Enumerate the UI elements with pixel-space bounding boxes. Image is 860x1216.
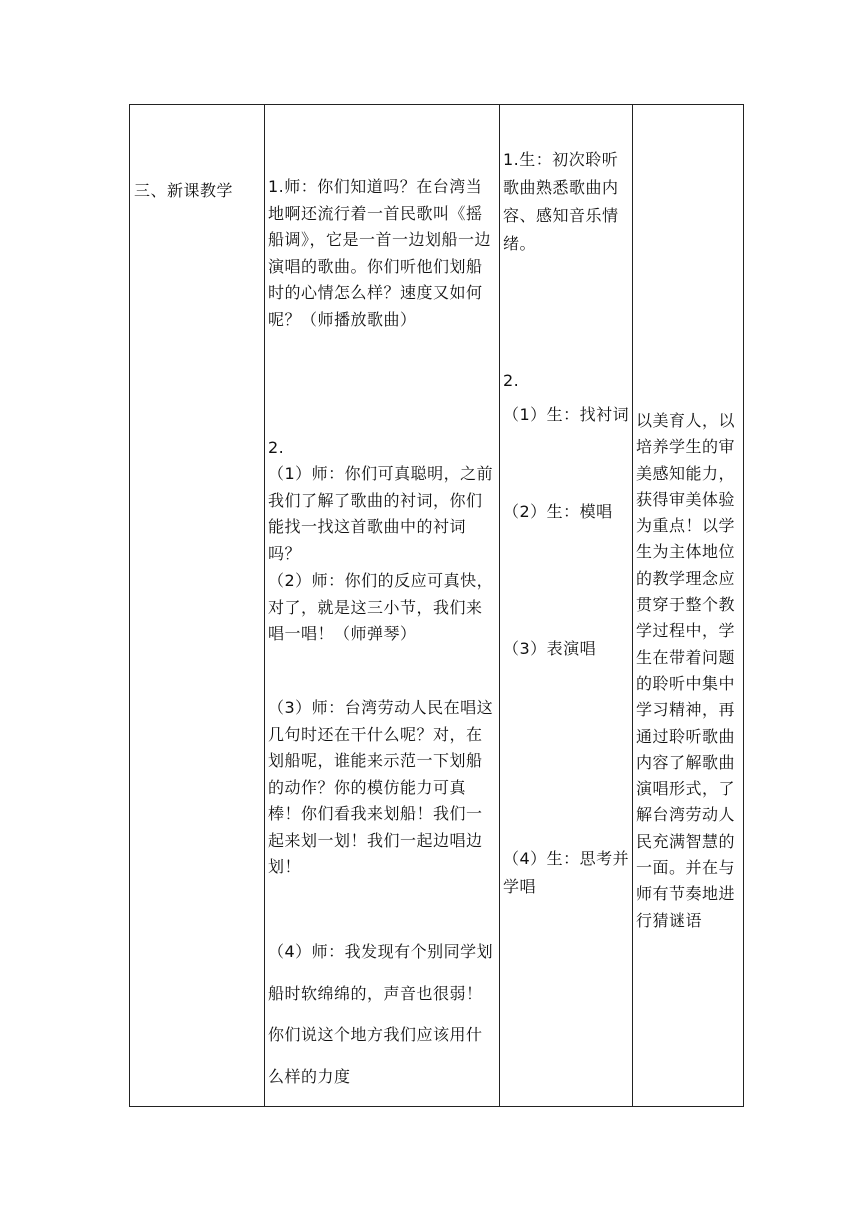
stage-cell (130, 105, 265, 1107)
student-step-2-1: （1）生：找衬词 (503, 405, 630, 424)
teacher-step-1: 1.师：你们知道吗？在台湾当地啊还流行着一首民歌叫《摇船调》，它是一首一边划船一边演唱的歌曲。你们听他们划船时的心情怎么样？速度又如何呢？（师播放歌曲） (268, 177, 492, 329)
student-step-2-3: （3）表演唱 (503, 639, 597, 658)
student-step-2-4: （4）生：思考并学唱 (503, 849, 630, 896)
teacher-step-2-4: （4）师：我发现有个别同学划船时软绵绵的，声音也很弱！你们说这个地方我们应该用什么样的力度 (268, 942, 494, 1086)
teacher-step-2-1: （1）师：你们可真聪明，之前我们了解了歌曲的衬词，你们能找一找这首歌曲中的衬词吗？ (268, 464, 494, 563)
stage-label: 三、新课教学 (134, 181, 234, 200)
teacher-step-2-number: 2. (268, 438, 285, 457)
design-intent-cell (633, 105, 744, 1107)
design-intent-text: 以美育人，以培养学生的审美感知能力，获得审美体验为重点！以学生为主体地位的教学理念应贯穿于整个教学过程中，学生在带着问题的聆听中集中学习精神，再通过聆听歌曲内容了解歌曲演唱形式，了解台湾劳动人民充满智慧的一面。并在与师有节奏地进行猜谜语 (636, 411, 736, 930)
teacher-activity-cell (265, 105, 500, 1107)
teacher-step-2-2: （2）师：你们的反应可真快，对了，就是这三小节，我们来唱一唱！（师弹琴） (268, 571, 494, 643)
table-row (130, 105, 744, 1107)
student-activity-cell (500, 105, 633, 1107)
student-step-2-2: （2）生：模唱 (503, 502, 613, 521)
lesson-plan-table (129, 104, 744, 1107)
student-step-2-number: 2. (503, 371, 520, 390)
student-step-1: 1.生：初次聆听歌曲熟悉歌曲内容、感知音乐情绪。 (503, 150, 619, 253)
teacher-step-2-3: （3）师：台湾劳动人民在唱这几句时还在干什么呢？对，在划船呢，谁能来示范一下划船的动作？你的模仿能力可真棒！你们看我来划船！我们一起来划一划！我们一起边唱边划！ (268, 698, 494, 876)
